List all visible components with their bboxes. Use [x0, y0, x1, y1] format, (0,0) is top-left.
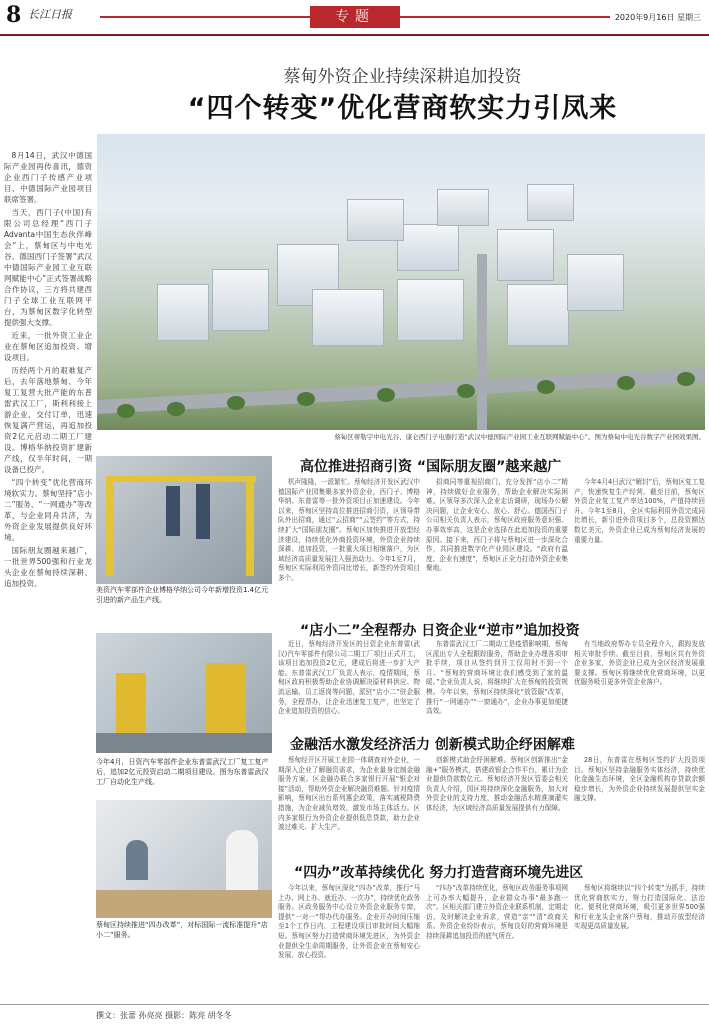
paragraph: 东普雷武汉工厂二期动工是疫情影响期，蔡甸区派出专人全程跟踪服务，帮助企业办理各项审批手续，项目从签约到开工仅用时不到一个月。“蔡甸的营商环境让我们感受到了家的温暖。”企业负责人说，将继续扩大在蔡甸的投资规模。今年以来，蔡甸区持续深化“放管服”改革，推行“一网通办”“一窗通办”，企业办事更加便捷高效。 [426, 640, 568, 716]
paragraph: 有当地政府帮办专员全程介入，跟踪发放相关审批手续。截至目前，蔡甸区共有外资企业多家，外资企业已成为全区经济发展重要支撑。蔡甸区将继续优化营商环境，以更优服务吸引更多外资企业落户。 [574, 640, 705, 687]
subhead-2: “店小二”全程帮办 日资企业“逆市”追加投资 [300, 623, 580, 639]
photo3-caption: 今年4月，日资汽车零部件企业东普雷武汉工厂复工复产后，追加2亿元投资启动二期项目建设。图为东普雷武汉工厂自动化生产线。 [96, 758, 269, 786]
body-text-d [278, 640, 420, 732]
paragraph: “四办”改革持续优化，蔡甸区政务服务事项网上可办率大幅提升，企业群众办事“最多跑一次”。区相关部门建立外资企业联系机制，定期走访、及时解决企业诉求，营造“亲”“清”政商关系。外资企业纷纷表示，蔡甸良好的营商环境是持续深耕追加投资的底气所在。 [426, 884, 568, 940]
paragraph: 招商同等重视招商门，充分发挥“店小二”精神，持续做好企业服务，帮助企业解决实际困难。区领导多次深入企业走访调研，现场办公解决问题，让企业安心、放心、舒心。德国西门子公司相关负责人表示，蔡甸区政府服务意识强、办事效率高，这是企业选择在此追加投资的重要原因。接下来，西门子将与蔡甸区进一步深化合作，共同推进数字化产业园区建设。“政府有温度、企业有速度”，蔡甸区正全力打造外资企业集聚地。 [426, 478, 568, 573]
paragraph: 8月14日，武汉中德国际产业园再传喜讯，德资企业西门子传感产业项目、中德国际产业园项目联席签署。 [4, 151, 92, 204]
paragraph: 机声隆隆，一派繁忙。蔡甸经济开发区武汉中德国际产业园集聚多家外资企业，西门子、博格华纳、东普雷等一批外资项目正加速建设。今年以来，蔡甸区坚持高位推进招商引资，区领导带队外出招商，通过“云招商”“云签约”等方式，持续扩大“国际朋友圈”。蔡甸区加快推进开放型经济建设，持续优化外商投资环境，外资企业持续深耕、追加投资，一批重大项目相继落户，为区域经济高质量发展注入强劲动力。今年1至7月，蔡甸区实际利用外资同比增长，新签约外资项目多个。 [278, 478, 420, 582]
paragraph: 蔡甸经开区开展工业园一体调查对外企业，一期深入企业了解融资需求，为企业量身定制金融服务方案。区金融办联合多家银行开展“银企对接”活动，帮助外资企业解决融资难题。针对疫情影响，蔡甸区出台系列惠企政策，落实减税降费措施，为企业减负增效，激发市场主体活力。区内多家银行为外资企业提供低息贷款，助力企业渡过难关、扩大生产。 [278, 756, 420, 832]
photo4-caption: 蔡甸区持续推进“四办改革”，对标国际一流标准提升“店小二”服务。 [96, 921, 268, 939]
photo-service-hall [96, 800, 272, 918]
paragraph: 蔡甸区将继续以“四个转变”为抓手，持续优化营商软实力，努力打造国际化、法治化、便利化营商环境，吸引更多世界500强和行业龙头企业落户蔡甸，推动开放型经济实现更高质量发展。 [574, 884, 705, 931]
paragraph: “四个转变”优化营商环境软实力。蔡甸坚持“店小二”服务、“一网通办”等改革，与企业同舟共济，为外资企业发展提供良好环境。 [4, 478, 92, 542]
subhead-1: 高位推进招商引资 “国际朋友圈”越来越广 [300, 459, 562, 475]
body-text-e [426, 640, 568, 732]
paragraph: 28日，东普雷在蔡甸区签约扩大投资项目。蔡甸区坚持金融服务实体经济，持续优化金融生态环境，全区金融机构存贷款余额稳步增长，为外资企业持续发展提供坚实金融支撑。 [574, 756, 705, 803]
paragraph: 今年4月4日武汉“解封”后，蔡甸区复工复产，快速恢复生产经营。截至目前，蔡甸区外资企业复工复产率达100%，产值持续回升。今年1至8月，全区实际利用外资完成同比增长，新引进外资项目多个，总投资额达数亿美元，外资企业已成为蔡甸经济发展的重要力量。 [574, 478, 705, 544]
body-text-c [574, 478, 705, 614]
paragraph: 近日，蔡甸经济开发区的日资企业东普雷(武汉)汽车零部件有限公司二期工厂项目正式开工，该项目追加投资2亿元，建成后将进一步扩大产能。东普雷武汉工厂负责人表示，疫情期间，蔡甸区政府积极帮助企业协调解决原材料供应、物流运输、员工返岗等问题，派驻“店小二”驻企服务，全程帮办，让企业迅速复工复产，也坚定了企业追加投资的信心。 [278, 640, 420, 716]
paragraph: 今年以来，蔡甸区深化“四办”改革，推行“马上办、网上办、就近办、一次办”，持续优化政务服务。区政务服务中心设立外资企业服务专窗，提供“一对一”帮办代办服务。企业开办时间压缩至1个工作日内，工程建设项目审批时间大幅缩短。蔡甸区努力打造营商环境先进区，为外资企业提供全生命周期服务，让外资企业在蔡甸安心发展、放心投资。 [278, 884, 420, 960]
article-kicker: 蔡甸外资企业持续深耕追加投资 [283, 67, 522, 87]
paragraph: 国际朋友圈越来越广，一批世界500强和行业龙头企业在蔡甸持续深耕、追加投资。 [4, 546, 92, 588]
photo-production-line [96, 456, 272, 584]
body-text-i [574, 756, 705, 852]
subhead-4: “四办”改革持续优化 努力打造营商环境先进区 [294, 865, 584, 881]
page-number: 8 [6, 2, 22, 28]
body-text-l [574, 884, 705, 1002]
body-text-b [426, 478, 568, 614]
paragraph: 创新模式助企纾困解难。蔡甸区创新推出“金融+”服务模式，搭建政银企合作平台，累计为企业提供贷款数亿元。蔡甸经济开发区管委会相关负责人介绍，园区将持续深化金融服务，加大对外资企业的支持力度，推动金融活水精准滴灌实体经济，为区域经济高质量发展提供有力保障。 [426, 756, 568, 812]
article-headline: “四个转变”优化营商软实力引凤来 [187, 93, 618, 124]
body-text-j [278, 884, 420, 1002]
page-footer [0, 1004, 709, 1025]
issue-date: 2020年9月16日 星期三 [614, 13, 701, 22]
body-text-a [278, 478, 420, 614]
paragraph: 近来，一批外资工业企业在蔡甸区追加投资、增设项目。 [4, 331, 92, 362]
paragraph: 当天，西门子(中国)有限公司总经理“西门子Advanta中国生态伙伴峰会”上，蔡甸区与中电光谷、德国西门子签署“武汉中德国际产业园工业互联网赋能中心”正式签署战略合作协议，三方将共建西门子全球工业互联网平台，为蔡甸区数字化转型提供强大支撑。 [4, 208, 92, 327]
photo2-caption: 美资汽车零部件企业博格华纳公司今年新增投资1.4亿元引进的新产品生产线。 [96, 586, 269, 604]
paragraph: 历经两个月的艰难复产后，去年落地蔡甸、今年复工复营大批产能的东普雷武汉工厂，斯利利接上游企业，交付订单，迅速恢复满产营运，再追加投资2亿元启动二期工厂建设。博格华纳投资扩建新产线，仅半年时间，一期设备已投产。 [4, 366, 92, 474]
section-band: 专题 [310, 6, 400, 28]
photo-automated-line [96, 633, 272, 753]
page-header [0, 0, 709, 36]
left-column-text [4, 150, 92, 982]
main-photo-caption: 蔡甸区蒂勒宇中电光谷、康仑西门子电器打造“武汉中德国际产业园工业互联网赋能中心”。图为蔡甸中电光谷数字产业园效果图。 [334, 433, 705, 441]
credits: 撰文：张蕾 孙亮亮 摄影：陈亮 胡冬冬 [96, 1011, 232, 1020]
subhead-3: 金融活水激发经济活力 创新模式助企纾困解难 [290, 737, 575, 753]
body-text-g [278, 756, 420, 852]
body-text-f [574, 640, 705, 732]
main-photo-industrial-park [97, 134, 705, 430]
newspaper-name: 长江日报 [28, 8, 72, 21]
body-text-k [426, 884, 568, 1002]
body-text-h [426, 756, 568, 852]
